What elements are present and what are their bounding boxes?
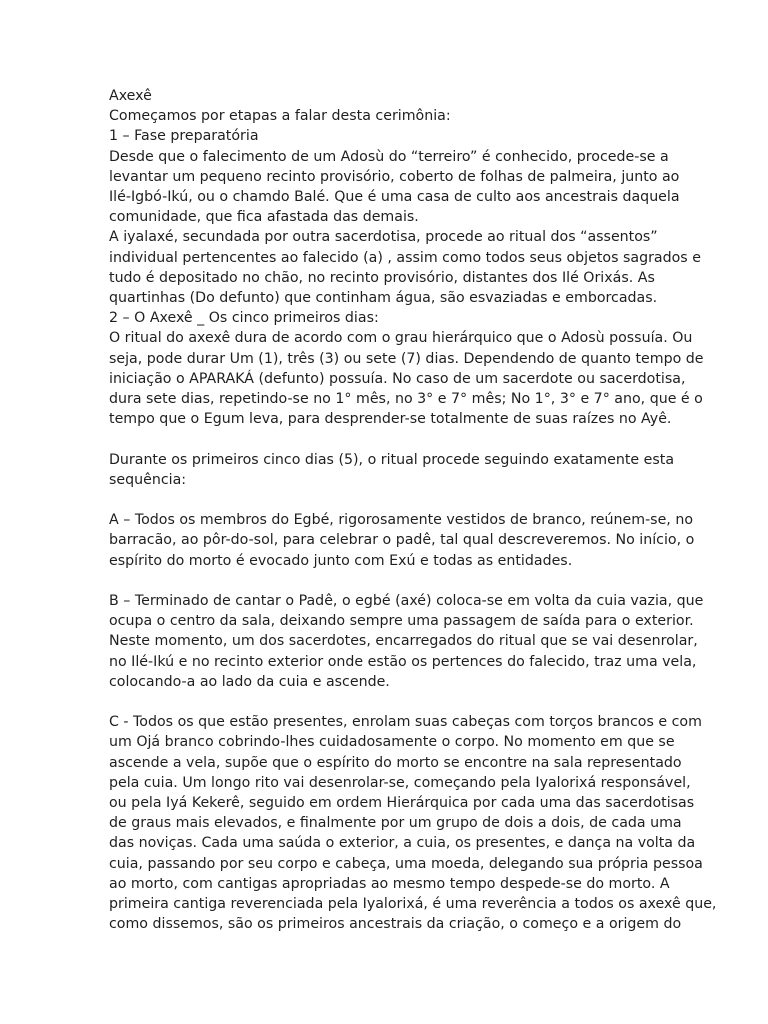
text-line: O ritual do axexê dura de acordo com o grau hierárquico que o Adosù possuía. Ou — [109, 330, 693, 347]
text-line: primeira cantiga reverenciada pela Iyalorixá, é uma reverência a todos os axexê que, — [109, 896, 717, 913]
text-line: tudo é depositado no chão, no recinto provisório, distantes dos Ilé Orixás. As — [109, 269, 655, 286]
document-page — [109, 86, 717, 934]
text-line: cuia, passando por seu corpo e cabeça, uma moeda, delegando sua própria pessoa — [109, 855, 703, 872]
text-line: A – Todos os membros do Egbé, rigorosamente vestidos de branco, reúnem-se, no — [109, 512, 693, 529]
text-line: seja, pode durar Um (1), três (3) ou sete (7) dias. Dependendo de quanto tempo de — [109, 350, 704, 367]
text-line: dura sete dias, repetindo-se no 1° mês, no 3° e 7° mês; No 1°, 3° e 7° ano, que é o — [109, 391, 703, 408]
text-line: quartinhas (Do defunto) que continham água, são esvaziadas e emborcadas. — [109, 290, 658, 307]
text-line: ascende a vela, supõe que o espírito do morto se encontre na sala representado — [109, 754, 682, 771]
paragraph-gap — [109, 429, 669, 449]
text-line: das noviças. Cada uma saúda o exterior, a cuia, os presentes, e dança na volta da — [109, 835, 696, 852]
text-line: Desde que o falecimento de um Adosù do “terreiro” é conhecido, procede-se a — [109, 148, 669, 165]
text-line: um Ojá branco cobrindo-lhes cuidadosamente o corpo. No momento em que se — [109, 734, 675, 751]
paragraph-step-c — [109, 712, 717, 934]
text-line: levantar um pequeno recinto provisório, coberto de folhas de palmeira, junto ao — [109, 168, 680, 185]
text-line: espírito do morto é evocado junto com Exú e todas as entidades. — [109, 552, 573, 569]
text-line: pela cuia. Um longo rito vai desenrolar-se, começando pela Iyalorixá responsável, — [109, 774, 691, 791]
paragraph-axexe-duration — [109, 328, 704, 429]
paragraph-preparatoria-2 — [109, 227, 701, 308]
text-line: iniciação o APARAKÁ (defunto) possuía. No caso de um sacerdote ou sacerdotisa, — [109, 370, 686, 387]
text-line: Ilé-Igbó-Ikú, ou o chamdo Balé. Que é uma casa de culto aos ancestrais daquela — [109, 189, 680, 206]
text-line: colocando-a ao lado da cuia e ascende. — [109, 673, 390, 690]
intro-line: Começamos por etapas a falar desta cerimônia: — [109, 108, 451, 125]
text-line: C - Todos os que estão presentes, enrolam suas cabeças com torços brancos e com — [109, 714, 702, 731]
paragraph-preparatoria-1 — [109, 147, 680, 228]
text-line: ou pela Iyá Kekerê, seguido em ordem Hierárquica por cada uma das sacerdotisas — [109, 795, 695, 812]
section-heading-2: 2 – O Axexê _ Os cinco primeiros dias: — [109, 310, 379, 327]
text-line: ocupa o centro da sala, deixando sempre uma passagem de saída para o exterior. — [109, 613, 694, 630]
paragraph-step-b — [109, 591, 704, 692]
text-line: comunidade, que fica afastada das demais. — [109, 209, 419, 226]
text-line: B – Terminado de cantar o Padê, o egbé (axé) coloca-se em volta da cuia vazia, que — [109, 593, 704, 610]
paragraph-gap — [109, 692, 669, 712]
text-line: barracão, ao pôr-do-sol, para celebrar o padê, tal qual descreveremos. No início, o — [109, 532, 695, 549]
text-line: individual pertencentes ao falecido (a) , assim como todos seus objetos sagrados e — [109, 249, 701, 266]
text-line: Neste momento, um dos sacerdotes, encarregados do ritual que se vai desenrolar, — [109, 633, 698, 650]
text-line: de graus mais elevados, e finalmente por um grupo de dois a dois, de cada uma — [109, 815, 682, 832]
text-line: como dissemos, são os primeiros ancestrais da criação, o começo e a origem do — [109, 916, 682, 933]
text-line: no Ilé-Ikú e no recinto exterior onde estão os pertences do falecido, traz uma vela, — [109, 653, 697, 670]
text-line: Durante os primeiros cinco dias (5), o ritual procede seguindo exatamente esta — [109, 451, 675, 468]
paragraph-step-a — [109, 510, 695, 571]
text-line: A iyalaxé, secundada por outra sacerdotisa, procede ao ritual dos “assentos” — [109, 229, 658, 246]
section-heading-1: 1 – Fase preparatória — [109, 128, 259, 145]
paragraph-gap — [109, 490, 669, 510]
text-line: ao morto, com cantigas apropriadas ao mesmo tempo despede-se do morto. A — [109, 875, 670, 892]
text-line: sequência: — [109, 471, 187, 488]
paragraph-gap — [109, 571, 669, 591]
paragraph-five-days — [109, 450, 675, 490]
document-title: Axexê — [109, 88, 152, 104]
text-line: tempo que o Egum leva, para desprender-se totalmente de suas raízes no Ayê. — [109, 411, 672, 428]
